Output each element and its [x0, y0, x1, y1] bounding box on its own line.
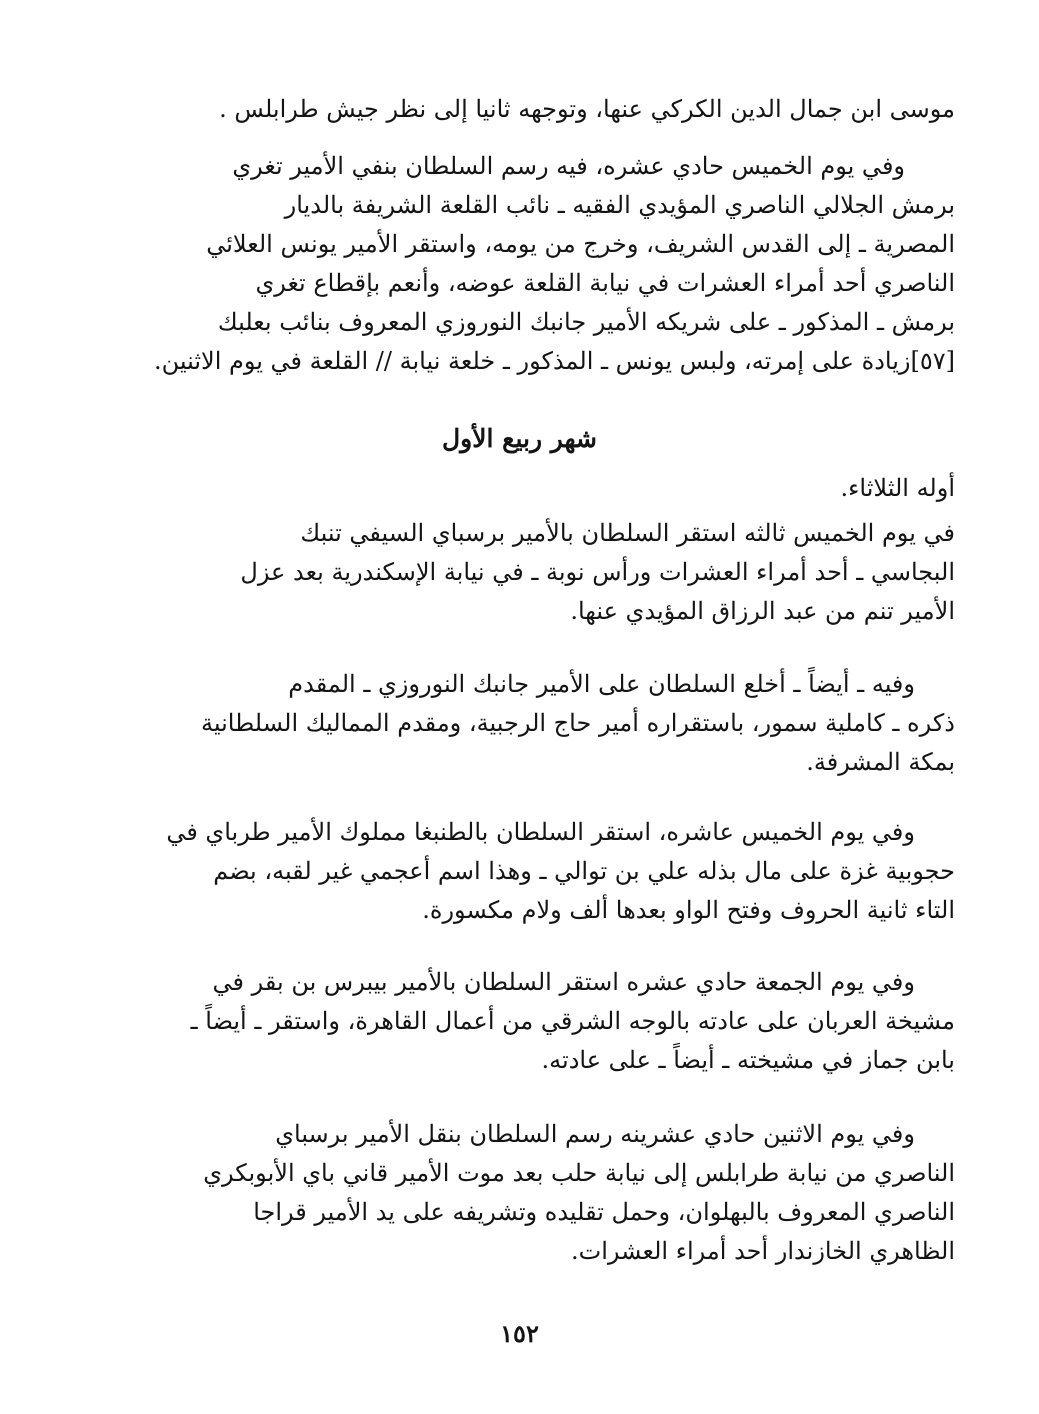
text-line: الناصري المعروف بالبهلوان، وحمل تقليده وتشريفه على يد الأمير قراجا	[253, 1198, 955, 1226]
text-line: وفي يوم الخميس حادي عشره، فيه رسم السلطان بنفي الأمير تغري	[232, 152, 905, 180]
text-line: التاء ثانية الحروف وفتح الواو بعدها ألف ولام مكسورة.	[422, 896, 955, 924]
text-line: الأمير تنم من عبد الرزاق المؤيدي عنها.	[570, 597, 955, 625]
paragraph	[72, 665, 955, 782]
text-line: وفي يوم الخميس عاشره، استقر السلطان بالطنبغا مملوك الأمير طرباي في	[166, 818, 915, 846]
text-line: الظاهري الخازندار أحد أمراء العشرات.	[570, 1237, 955, 1265]
text-line: حجوبية غزة على مال بذله علي بن توالي ـ وهذا اسم أعجمي غير لقبه، بضم	[213, 857, 955, 885]
text-line	[72, 342, 955, 381]
paragraph	[72, 514, 955, 631]
paragraph	[120, 90, 955, 129]
text-line: برمش الجلالي الناصري المؤيدي الفقيه ـ نائب القلعة الشريفة بالديار	[284, 191, 955, 219]
text-line: مشيخة العربان على عادته بالوجه الشرقي من أعمال القاهرة، واستقر ـ أيضاً ـ	[190, 1007, 955, 1035]
text-line: وفيه ـ أيضاً ـ أخلع السلطان على الأمير جانبك النوروزي ـ المقدم	[288, 670, 915, 698]
paragraph	[72, 963, 955, 1080]
text-line-content: زيادة على إمرته، ولبس يونس ـ المذكور ـ خلعة نيابة // القلعة في يوم الاثنين.	[153, 347, 911, 375]
paragraph	[72, 813, 955, 930]
text-line: ذكره ـ كاملية سمور، باستقراره أمير حاج الرجبية، ومقدم المماليك السلطانية	[201, 709, 955, 737]
page-number: ١٥٢	[500, 1319, 539, 1348]
text-line: في يوم الخميس ثالثه استقر السلطان بالأمير برسباي السيفي تنبك	[300, 519, 955, 547]
text-line: الناصري من نيابة طرابلس إلى نيابة حلب بعد موت الأمير قاني باي الأبوبكري	[203, 1159, 955, 1187]
text-line: البجاسي ـ أحد أمراء العشرات ورأس نوبة ـ في نيابة الإسكندرية بعد عزل	[240, 558, 955, 586]
paragraph	[72, 147, 955, 381]
text-line: برمش ـ المذكور ـ على شريكه الأمير جانبك النوروزي المعروف بنائب بعلبك	[217, 308, 955, 336]
text-line: بمكة المشرفة.	[806, 748, 955, 776]
paragraph	[120, 469, 955, 508]
manuscript-folio-marker: [٥٧]	[910, 347, 955, 375]
text-line: المصرية ـ إلى القدس الشريف، وخرج من يومه، واستقر الأمير يونس العلائي	[206, 230, 955, 258]
text-line: وفي يوم الجمعة حادي عشره استقر السلطان بالأمير بيبرس بن بقر في	[212, 968, 915, 996]
text-line: بابن جماز في مشيخته ـ أيضاً ـ على عادته.	[541, 1046, 955, 1074]
text-line: أوله الثلاثاء.	[840, 474, 955, 502]
text-line: الناصري أحد أمراء العشرات في نيابة القلعة عوضه، وأنعم بإقطاع تغري	[255, 269, 955, 297]
paragraph	[72, 1115, 955, 1271]
text-line: وفي يوم الاثنين حادي عشرينه رسم السلطان بنقل الأمير برسباي	[275, 1120, 915, 1148]
text-line: موسى ابن جمال الدين الكركي عنها، وتوجهه ثانيا إلى نظر جيش طرابلس .	[219, 95, 955, 123]
section-heading: شهر ربيع الأول	[442, 424, 597, 453]
